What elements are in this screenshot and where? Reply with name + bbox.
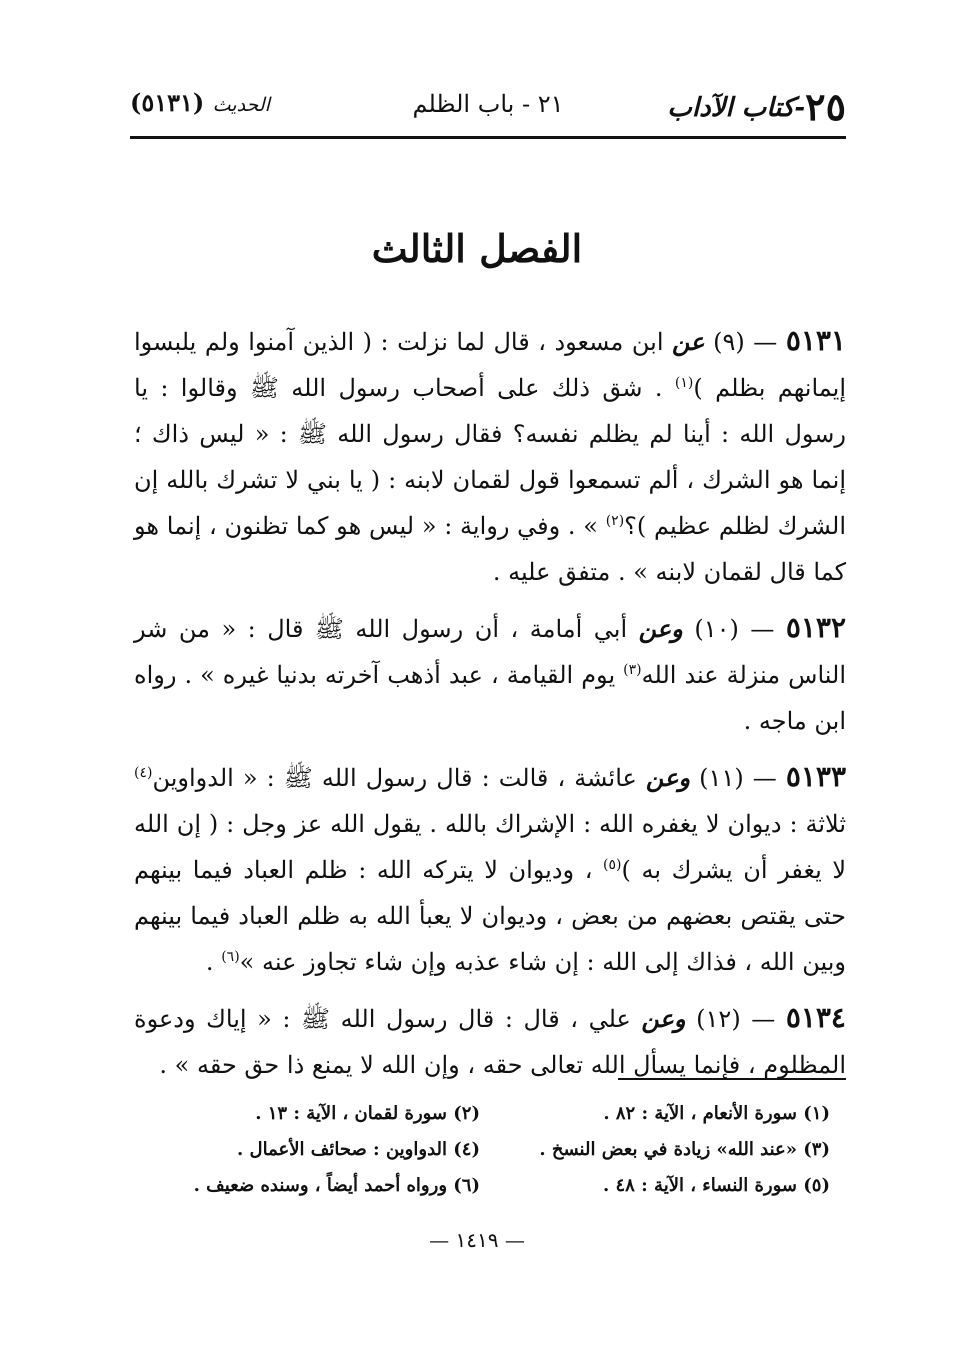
footnote-item: (٣) «عند الله» زيادة في بعض النسخ . <box>539 1139 830 1160</box>
footnote-ref: (٥) <box>603 857 622 873</box>
hadith-text-cont: ، وديوان لا يتركه الله : ظلم العباد فيما بينهم حتى يقتص بعضهم من بعض ، وديوان لا يعبأ الله به ظلم العباد فيما بينهم وبين الله ، فذاك إلى الله : إن شاء عذبه وإن شاء تجاوز عنه » <box>134 856 846 976</box>
hadith-5131 <box>134 318 846 595</box>
hadith-text-cont: . شق ذلك على أصحاب رسول الله ﷺ وقالوا : يا رسول الله : أينا لم يظلم نفسه؟ فقال رسول الله ﷺ : « ليس ذاك ؛ إنما هو الشرك ، ألم تسمعوا قول لقمان لابنه : ( يا بني لا تشرك بالله إن الشرك لظلم عظيم )؟ <box>134 374 846 540</box>
hadith-5134 <box>134 995 846 1088</box>
footnote-row <box>150 1096 830 1132</box>
footnote-ref: (٢) <box>605 513 625 529</box>
hadith-ref-number: (٥١٣١) <box>130 88 205 117</box>
hadith-text: علي ، قال : قال رسول الله ﷺ : « إياك ودعوة المظلوم ، فإنما يسأل الله تعالى حقه ، وإن الله لا يمنع ذا حق حقه » . <box>134 1005 846 1079</box>
hadith-text: عائشة ، قالت : قال رسول الله ﷺ : « الدواوين <box>152 764 637 792</box>
footnote-divider <box>618 1078 846 1080</box>
running-header <box>130 84 846 132</box>
hadith-5133 <box>134 754 846 985</box>
footnote-item: (٤) الدواوين : صحائف الأعمال . <box>236 1139 480 1160</box>
hadith-reference <box>130 88 270 117</box>
footnote-item: (٢) سورة لقمان ، الآية : ١٣ . <box>255 1103 480 1124</box>
hadith-seq: — (١٢) <box>696 1005 776 1033</box>
footnote-item: (٥) سورة النساء ، الآية : ٤٨ . <box>602 1175 830 1196</box>
hadith-label: الحديث <box>212 94 270 116</box>
footnote-ref: (٤) <box>134 765 153 781</box>
footnote-item: (٦) ورواه أحمد أيضاً ، وسنده ضعيف . <box>193 1175 480 1196</box>
hadith-seq: — (٩) <box>713 328 778 356</box>
hadith-narrator-prefix: عن <box>672 327 705 356</box>
page-number: — ١٤١٩ — <box>429 1228 525 1252</box>
hadith-number: ٥١٣٢ <box>785 611 846 644</box>
hadith-text-cont: يوم القيامة ، عبد أذهب آخرته بدنيا غيره » . رواه ابن ماجه . <box>134 661 846 735</box>
hadith-seq: — (١١) <box>699 764 777 792</box>
main-text <box>134 318 846 1098</box>
hadith-text-cont: . <box>205 948 214 976</box>
footnote-item: (١) سورة الأنعام ، الآية : ٨٢ . <box>603 1103 830 1124</box>
hadith-text-cont: ثلاثة : ديوان لا يغفره الله : الإشراك بالله . يقول الله عز وجل : ( إن الله لا يغفر أن يشرك به ) <box>134 810 847 884</box>
footnote-ref: (١) <box>674 375 694 391</box>
book-title: -كتاب الآداب <box>667 93 806 123</box>
hadith-number: ٥١٣٤ <box>785 1001 846 1034</box>
book-number: ٢٥ <box>805 84 846 129</box>
section-title: الفصل الثالث <box>371 226 583 271</box>
hadith-5132 <box>134 605 846 744</box>
footnotes <box>150 1096 830 1204</box>
hadith-number: ٥١٣١ <box>785 324 846 357</box>
hadith-seq: — (١٠) <box>694 615 775 643</box>
hadith-number: ٥١٣٣ <box>785 760 846 793</box>
footnote-ref: (٦) <box>221 949 240 965</box>
hadith-text: أبي أمامة ، أن رسول الله ﷺ قال : « من شر الناس منزلة عند الله <box>134 615 846 689</box>
hadith-narrator-prefix: وعن <box>645 763 691 792</box>
hadith-text: ابن مسعود ، قال لما نزلت : ( الذين آمنوا ولم يلبسوا إيمانهم بظلم ) <box>134 328 847 402</box>
header-divider <box>130 136 846 139</box>
hadith-text-cont: » . وفي رواية : « ليس هو كما تظنون ، إنما هو كما قال لقمان لابنه » . متفق عليه . <box>134 512 846 586</box>
footnote-ref: (٣) <box>623 662 642 678</box>
footnote-row <box>150 1132 830 1168</box>
chapter-title: ٢١ - باب الظلم <box>412 90 564 118</box>
hadith-narrator-prefix: وعن <box>638 614 683 643</box>
hadith-narrator-prefix: وعن <box>641 1004 686 1033</box>
footnote-row <box>150 1168 830 1204</box>
